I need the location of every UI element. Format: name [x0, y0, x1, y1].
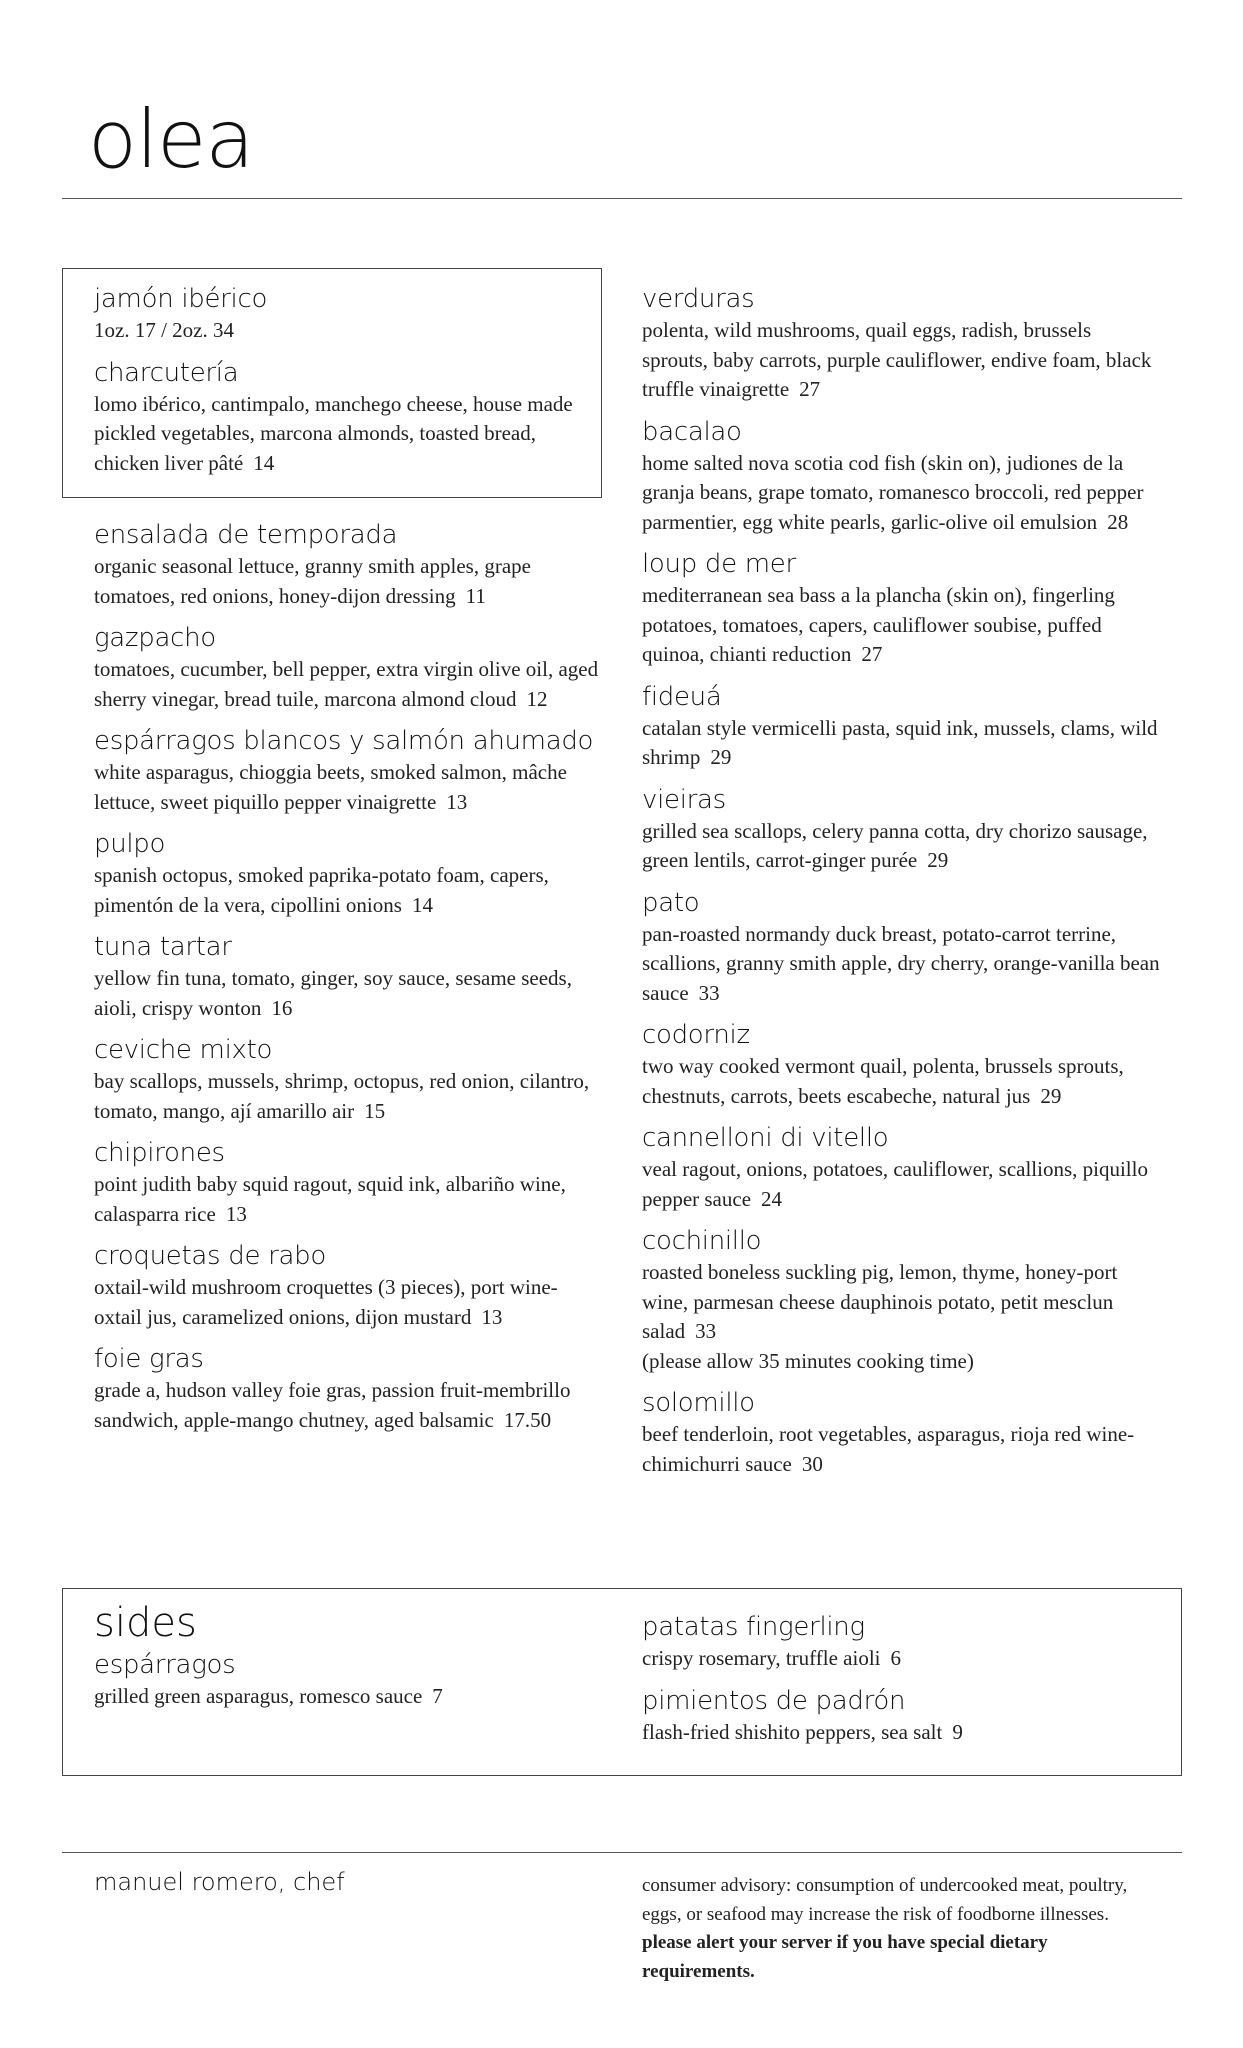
menu-item	[642, 282, 1162, 405]
menu-item	[642, 1121, 1162, 1214]
header-divider	[62, 198, 1182, 199]
menu-item-name: tuna tartar	[94, 932, 232, 962]
menu-item	[642, 680, 1162, 773]
menu-item-description	[94, 1170, 604, 1229]
menu-item	[94, 1239, 604, 1332]
menu-item-name: bacalao	[642, 416, 742, 447]
menu-item-price: 15	[364, 1098, 386, 1123]
menu-item-description	[94, 1376, 604, 1435]
menu-item-description-text: grilled green asparagus, romesco sauce	[94, 1684, 423, 1708]
menu-item-name: patatas fingerling	[642, 1612, 865, 1642]
menu-item-description-text: two way cooked vermont quail, polenta, brussels sprouts, chestnuts, carrots, beets escabeche, natural jus	[642, 1054, 1124, 1108]
mains-column	[642, 282, 1162, 1489]
menu-item	[94, 1342, 604, 1435]
menu-item-name: vieiras	[642, 784, 726, 815]
menu-item	[94, 282, 584, 346]
menu-item	[642, 1386, 1162, 1479]
menu-item-description-text: bay scallops, mussels, shrimp, octopus, red onion, cilantro, tomato, mango, ají amarillo air	[94, 1069, 590, 1123]
menu-item	[642, 547, 1162, 670]
menu-item-price: 29	[710, 745, 732, 769]
menu-item-description	[642, 316, 1162, 405]
menu-item	[94, 930, 604, 1023]
menu-item-description	[94, 390, 584, 479]
sides-left-column	[94, 1598, 594, 1722]
menu-item-price: 13	[446, 789, 468, 814]
menu-item-name: codorniz	[642, 1020, 750, 1050]
menu-item-name: espárragos blancos y salmón ahumado	[94, 726, 594, 756]
menu-item-name: cannelloni di vitello	[642, 1123, 889, 1153]
menu-item-description-text: catalan style vermicelli pasta, squid ink, mussels, clams, wild shrimp	[642, 715, 1158, 769]
menu-item-description-text: beef tenderloin, root vegetables, asparagus, rioja red wine-chimichurri sauce	[642, 1422, 1135, 1476]
menu-item	[94, 1033, 604, 1126]
menu-item-price: 6	[890, 1646, 902, 1670]
menu-item-name: gazpacho	[94, 623, 216, 653]
menu-item-name: foie gras	[94, 1344, 204, 1374]
menu-item	[94, 518, 604, 611]
menu-item	[94, 1136, 604, 1229]
menu-item-price: 33	[698, 980, 720, 1005]
menu-item-price: 11	[465, 583, 486, 608]
menu-item-description	[642, 1155, 1162, 1214]
sides-title: sides	[94, 1600, 197, 1646]
menu-item-price: 30	[801, 1451, 823, 1476]
menu-item-name: solomillo	[642, 1388, 755, 1418]
menu-item-price: 29	[1040, 1083, 1062, 1108]
menu-item-description-text: grilled sea scallops, celery panna cotta, dry chorizo sausage, green lentils, carrot-ginger purée	[642, 818, 1148, 872]
menu-item-price: 13	[225, 1201, 247, 1226]
chef-credit: manuel romero, chef	[94, 1868, 345, 1896]
footer-divider	[62, 1852, 1182, 1853]
menu-item-note: (please allow 35 minutes cooking time)	[642, 1348, 974, 1373]
advisory-bold-text: please alert your server if you have special dietary requirements.	[642, 1932, 1048, 1982]
menu-item-description-text: oxtail-wild mushroom croquettes (3 pieces), port wine-oxtail jus, caramelized onions, dijon mustard	[94, 1275, 558, 1329]
menu-item-description-text: mediterranean sea bass a la plancha (skin on), fingerling potatoes, tomatoes, capers, cauliflower soubise, puffed quinoa, chianti reduction	[642, 583, 1115, 666]
menu-item-description	[94, 964, 604, 1023]
menu-item-description-text: grade a, hudson valley foie gras, passion fruit-membrillo sandwich, apple-mango chutney, aged balsamic	[94, 1378, 571, 1432]
menu-item-name: chipirones	[94, 1138, 225, 1168]
menu-item-name: loup de mer	[642, 549, 796, 579]
restaurant-logo: olea	[88, 93, 254, 186]
menu-item-name: charcutería	[94, 357, 239, 388]
sides-right-column	[642, 1610, 1162, 1757]
menu-item-description-text: organic seasonal lettuce, granny smith apples, grape tomatoes, red onions, honey-dijon dressing	[94, 554, 531, 608]
menu-item-price: 27	[799, 377, 821, 401]
menu-item	[642, 1610, 1162, 1674]
menu-item-name: fideuá	[642, 681, 722, 712]
starters-column	[94, 518, 604, 1445]
menu-item-name: ensalada de temporada	[94, 520, 398, 550]
menu-item-name: pulpo	[94, 829, 166, 859]
menu-item-description-text: home salted nova scotia cod fish (skin on), judiones de la granja beans, grape tomato, romanesco broccoli, red pepper parmentier, egg white pearls, garlic-olive oil emulsion	[642, 450, 1144, 534]
menu-item-description	[94, 758, 604, 817]
menu-item	[94, 724, 604, 817]
menu-item	[94, 827, 604, 920]
menu-item-description	[642, 817, 1162, 876]
menu-item-description	[642, 1258, 1162, 1347]
menu-item-price: 28	[1107, 509, 1129, 534]
menu-item	[642, 783, 1162, 876]
menu-item-price: 12	[526, 686, 548, 711]
menu-item-description	[642, 1718, 1162, 1748]
menu-item-description-text: pan-roasted normandy duck breast, potato-carrot terrine, scallions, granny smith apple, dry cherry, orange-vanilla bean sauce	[642, 921, 1160, 1005]
menu-item-name: espárragos	[94, 1650, 236, 1680]
menu-item-price: 16	[271, 995, 293, 1020]
menu-item-description	[94, 655, 604, 714]
menu-item	[94, 1648, 594, 1712]
menu-item-description	[94, 861, 604, 920]
consumer-advisory	[642, 1872, 1142, 1986]
menu-item-description	[642, 1644, 1162, 1674]
menu-item-description-text: spanish octopus, smoked paprika-potato foam, capers, pimentón de la vera, cipollini onions	[94, 863, 549, 917]
menu-item-price: 14	[411, 892, 433, 917]
menu-item	[642, 1684, 1162, 1748]
menu-item-price: 14	[253, 450, 275, 475]
menu-item	[642, 415, 1162, 538]
menu-item-price: 17.50	[503, 1407, 552, 1432]
menu-item-price: 13	[481, 1304, 503, 1329]
menu-item	[642, 886, 1162, 1009]
menu-item-description-text: white asparagus, chioggia beets, smoked salmon, mâche lettuce, sweet piquillo pepper vinaigrette	[94, 760, 567, 814]
menu-item-price: 29	[927, 848, 949, 872]
menu-item-name: cochinillo	[642, 1226, 762, 1256]
menu-item-name: jamón ibérico	[94, 284, 268, 314]
menu-item-description	[94, 316, 584, 346]
menu-item-price: 33	[695, 1319, 717, 1343]
menu-item-description-text: 1oz. 17 / 2oz. 34	[94, 318, 234, 342]
menu-item-description	[642, 581, 1162, 670]
menu-item	[642, 1224, 1162, 1376]
menu-item-description-text: polenta, wild mushrooms, quail eggs, radish, brussels sprouts, baby carrots, purple cauliflower, endive foam, black truffle vinaigrette	[642, 318, 1152, 401]
menu-item-description-text: yellow fin tuna, tomato, ginger, soy sauce, sesame seeds, aioli, crispy wonton	[94, 966, 572, 1020]
menu-item-description-text: veal ragout, onions, potatoes, cauliflower, scallions, piquillo pepper sauce	[642, 1157, 1148, 1211]
menu-item-description	[642, 1420, 1162, 1479]
menu-item-description	[94, 552, 604, 611]
menu-item-description	[642, 1052, 1162, 1111]
menu-item-name: pimientos de padrón	[642, 1685, 906, 1716]
menu-item	[642, 1018, 1162, 1111]
menu-item-price: 24	[761, 1186, 783, 1211]
menu-item-description	[642, 714, 1162, 773]
menu-item-name: croquetas de rabo	[94, 1241, 326, 1271]
menu-item-price: 9	[952, 1719, 963, 1744]
menu-item-name: ceviche mixto	[94, 1035, 273, 1065]
menu-item-description-text: tomatoes, cucumber, bell pepper, extra virgin olive oil, aged sherry vinegar, bread tuile, marcona almond cloud	[94, 657, 599, 711]
menu-item-description-text: lomo ibérico, cantimpalo, manchego cheese, house made pickled vegetables, marcona almonds, toasted bread, chicken liver pâté	[94, 391, 573, 475]
menu-item-description-text: point judith baby squid ragout, squid ink, albariño wine, calasparra rice	[94, 1172, 566, 1226]
menu-item-description-text: roasted boneless suckling pig, lemon, thyme, honey-port wine, parmesan cheese dauphinois potato, petit mesclun salad	[642, 1260, 1118, 1343]
menu-item-name: pato	[642, 887, 700, 918]
advisory-text: consumer advisory: consumption of undercooked meat, poultry, eggs, or seafood may increase the risk of foodborne illnesses.	[642, 1875, 1128, 1925]
menu-item	[94, 356, 584, 479]
menu-item	[94, 621, 604, 714]
menu-item-price: 27	[861, 642, 883, 666]
menu-item-description	[642, 449, 1162, 538]
featured-items	[94, 282, 584, 488]
menu-item-description	[94, 1682, 594, 1712]
menu-item-name: verduras	[642, 284, 755, 314]
menu-item-description	[94, 1273, 604, 1332]
menu-item-description-text: flash-fried shishito peppers, sea salt	[642, 1719, 943, 1744]
menu-item-description-text: crispy rosemary, truffle aioli	[642, 1646, 881, 1670]
menu-item-description	[94, 1067, 604, 1126]
menu-item-price: 7	[432, 1684, 443, 1708]
menu-item-description	[642, 920, 1162, 1009]
